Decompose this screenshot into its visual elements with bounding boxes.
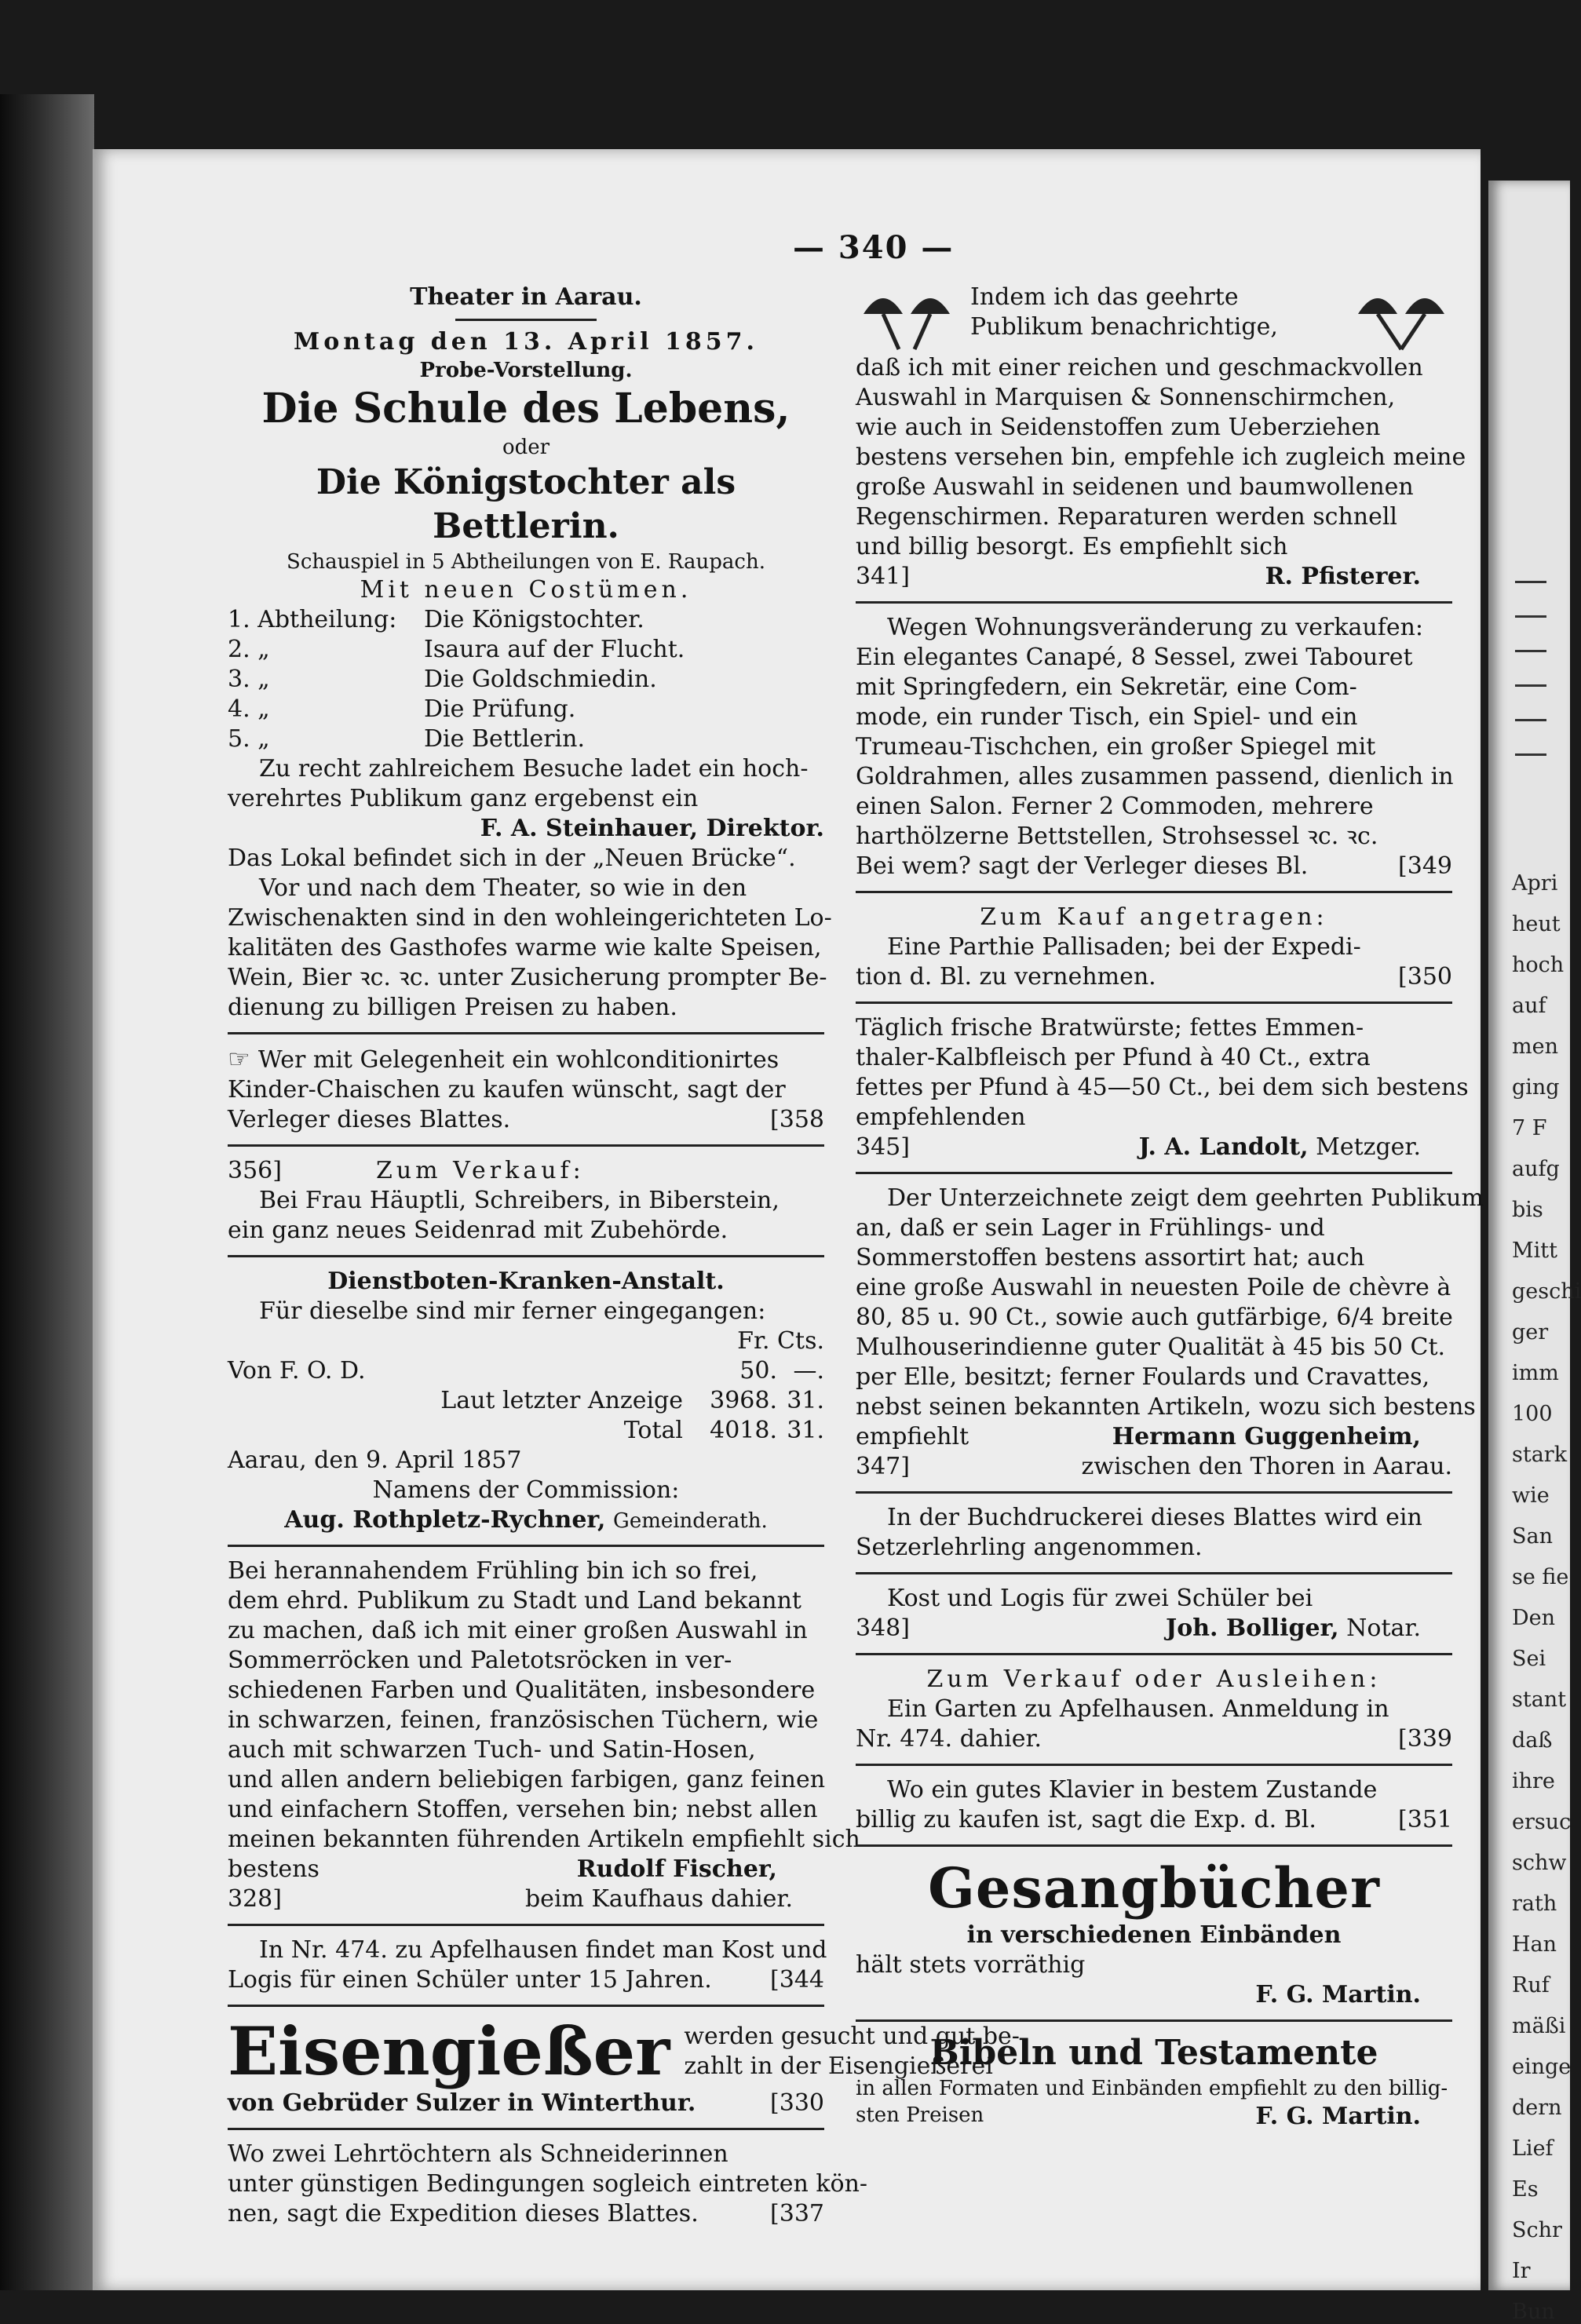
play-title-2: Die Königstochter als Bettlerin.: [316, 462, 736, 546]
bolliger-role: Notar.: [1346, 1614, 1421, 1642]
fischer-name: Rudolf Fischer,: [576, 1855, 777, 1883]
pfisterer-line-8: Regenschirmen. Reparaturen werden schnell: [856, 503, 1398, 531]
guggenheim-line-9: empfiehlt: [856, 1423, 969, 1450]
pfisterer-line-4: Auswahl in Marquisen & Sonnenschirmchen,: [856, 384, 1396, 411]
wohnung-ad: [856, 613, 1452, 881]
neighbor-fragment: rath: [1512, 1892, 1557, 1916]
page-number: — 340 —: [793, 229, 955, 266]
invite-line-2: verehrtes Publikum ganz ergebenst ein: [228, 785, 699, 812]
adjacent-page-strip: [1488, 181, 1581, 2324]
neighbor-fragment: ging: [1512, 1075, 1560, 1100]
divider: [856, 1491, 1452, 1494]
divider: [856, 2019, 1452, 2022]
divider: [228, 2005, 824, 2007]
verkauf-line-2: ein ganz neues Seidenrad mit Zubehörde.: [228, 1217, 728, 1244]
neighbor-dash: [1515, 650, 1546, 652]
martin-name: F. G. Martin.: [1255, 1981, 1421, 2008]
ad-ref: [344: [770, 1966, 824, 1994]
ad-ref: 328]: [228, 1885, 282, 1913]
neighbor-fragment: ersuc: [1512, 1810, 1572, 1834]
pfisterer-line-3: daß ich mit einer reichen und geschmackvollen: [856, 354, 1423, 381]
neighbor-fragment: imm: [1512, 1361, 1559, 1385]
neighbor-fragment: Han: [1512, 1932, 1557, 1957]
neighbor-fragment: Mitt: [1512, 1239, 1557, 1263]
donation-francs: 50.: [739, 1357, 777, 1385]
eisen-line-3: von Gebrüder Sulzer in Winterthur.: [228, 2089, 696, 2117]
garten-heading: Zum Verkauf oder Ausleihen:: [926, 1665, 1382, 1693]
lokal-line: Das Lokal befindet sich in der „Neuen Brücke“.: [228, 845, 796, 872]
ad-ref: 356]: [228, 1157, 282, 1184]
neighbor-fragment: auf: [1512, 994, 1546, 1018]
pfisterer-line-9: und billig besorgt. Es empfiehlt sich: [856, 533, 1288, 560]
theater-subtitle: Probe-Vorstellung.: [419, 359, 633, 382]
kranken-anstalt-ad: [228, 1267, 824, 1535]
landolt-name: J. A. Landolt,: [1138, 1133, 1309, 1161]
lehr-line-1: Wo zwei Lehrtöchtern als Schneiderinnen: [228, 2140, 728, 2168]
theater-date: Montag den 13. April 1857.: [294, 328, 758, 356]
wohnung-line-1: Wegen Wohnungsveränderung zu verkaufen:: [887, 614, 1424, 641]
kauf-line-2: tion d. Bl. zu vernehmen.: [856, 963, 1156, 991]
fischer-line-4: Sommerröcken und Paletotsröcken in ver-: [228, 1647, 732, 1674]
fischer-address: beim Kaufhaus dahier.: [524, 1885, 793, 1913]
bolliger-name: Joh. Bolliger,: [1166, 1614, 1339, 1642]
kranken-date: Aarau, den 9. April 1857: [228, 1447, 522, 1474]
guggenheim-line-6: Mulhouserindienne guter Qualität à 45 bis 50 Ct.: [856, 1333, 1446, 1361]
bibeln-line-2: sten Preisen: [856, 2103, 984, 2127]
chaise-line-2: Kinder-Chaischen zu kaufen wünscht, sagt der: [228, 1076, 786, 1104]
ad-ref: 341]: [856, 563, 910, 590]
neighbor-fragment: bis: [1512, 1198, 1543, 1222]
kranken-signer: Aug. Rothpletz-Rychner,: [284, 1506, 606, 1534]
fischer-line-9: und einfachern Stoffen, versehen bin; nebst allen: [228, 1796, 818, 1823]
divider: [228, 1144, 824, 1147]
neighbor-fragment: Den: [1512, 1606, 1556, 1630]
umbrella-icon: [856, 283, 958, 353]
act-row: [228, 665, 824, 695]
eisengiesser-ad: [228, 2012, 1020, 2090]
kost-line-1: In Nr. 474. zu Apfelhausen findet man Kost und: [259, 1936, 827, 1964]
invite-line-1: Zu recht zahlreichem Besuche ladet ein hoch-: [259, 755, 809, 783]
play-author: Schauspiel in 5 Abtheilungen von E. Raupach.: [287, 550, 765, 574]
guggenheim-line-1: Der Unterzeichnete zeigt dem geehrten Publikum: [887, 1184, 1484, 1212]
costumes-note: Mit neuen Costümen.: [360, 576, 692, 604]
parasol-icon: [1350, 283, 1452, 353]
fischer-line-2: dem ehrd. Publikum zu Stadt und Land bekannt: [228, 1587, 801, 1614]
martin-name-2: F. G. Martin.: [1255, 2103, 1421, 2130]
divider: [228, 1545, 824, 1547]
neighbor-fragment: heut: [1512, 912, 1561, 936]
chaise-line-3: Verleger dieses Blattes.: [228, 1106, 511, 1133]
lehr-line-2: unter günstigen Bedingungen sogleich eintreten kön-: [228, 2170, 868, 2198]
klavier-ad: [856, 1775, 1452, 1835]
lehr-line-3: nen, sagt die Expedition dieses Blattes.: [228, 2200, 699, 2227]
act-title: Isaura auf der Flucht.: [424, 636, 685, 663]
ad-ref: [351: [1398, 1806, 1452, 1833]
bibeln-line-1: in allen Formaten und Einbänden empfiehlt zu den billig-: [856, 2077, 1448, 2100]
divider: [228, 1032, 824, 1034]
act-title: Die Bettlerin.: [424, 725, 585, 753]
neighbor-fragment: San: [1512, 1524, 1553, 1549]
garten-line-2: Nr. 474. dahier.: [856, 1725, 1042, 1753]
fischer-line-3: zu machen, daß ich mit einer großen Auswahl in: [228, 1617, 808, 1644]
guggenheim-line-8: nebst seinen bekannten Artikeln, wozu sich bestens: [856, 1393, 1476, 1421]
gesangbuecher-title: Gesangbücher: [928, 1855, 1380, 1921]
neighbor-fragment: se fie: [1512, 1565, 1569, 1589]
neighbor-fragment: einge: [1512, 2055, 1572, 2079]
neighbor-dash: [1515, 581, 1546, 583]
garten-line-1: Ein Garten zu Apfelhausen. Anmeldung in: [887, 1695, 1389, 1723]
eisengiesser-heading: Eisengießer: [228, 2012, 670, 2090]
pointing-hand-icon: ☞: [228, 1044, 258, 1074]
landolt-line-2: thaler-Kalbfleisch per Pfund à 40 Ct., extra: [856, 1044, 1371, 1071]
theater-ad: [228, 283, 832, 1023]
pfisterer-line-5: wie auch in Seidenstoffen zum Ueberziehen: [856, 414, 1381, 441]
guggenheim-line-5: 80, 85 u. 90 Ct., sowie auch gutfärbige, 6/4 breite: [856, 1304, 1453, 1331]
act-row: [228, 695, 824, 724]
donation-row: [228, 1386, 824, 1416]
act-title: Die Königstochter.: [424, 606, 644, 633]
fischer-line-7: auch mit schwarzen Tuch- und Satin-Hosen,: [228, 1736, 756, 1764]
neighbor-fragment: stark: [1512, 1443, 1568, 1467]
neighbor-dash: [1515, 615, 1546, 618]
divider: [856, 1001, 1452, 1004]
neighbor-fragment: ihre: [1512, 1769, 1555, 1793]
donation-cents: 31.: [787, 1387, 824, 1414]
neighbor-fragment: Schr: [1512, 2218, 1562, 2242]
kranken-signer-role: Gemeinderath.: [613, 1509, 768, 1533]
fischer-ad: [228, 1556, 860, 1914]
wohnung-line-4: mode, ein runder Tisch, ein Spiel- und ein: [856, 703, 1358, 731]
guggenheim-name: Hermann Guggenheim,: [1112, 1423, 1421, 1450]
neighbor-fragment: Bun: [1512, 2300, 1555, 2324]
pfisterer-line-6: bestens versehen bin, empfehle ich zugleich meine: [856, 443, 1466, 471]
ad-ref: [358: [770, 1106, 824, 1133]
neighbor-fragment: Ruf: [1512, 1973, 1550, 1997]
ad-ref: 345]: [856, 1133, 910, 1161]
klavier-line-2: billig zu kaufen ist, sagt die Exp. d. Bl.: [856, 1806, 1316, 1833]
gesangbuecher-line-1: hält stets vorräthig: [856, 1951, 1086, 1979]
setzer-line-2: Setzerlehrling angenommen.: [856, 1534, 1203, 1561]
donation-label: Laut letzter Anzeige: [440, 1387, 683, 1414]
wohnung-line-7: einen Salon. Ferner 2 Commoden, mehrere: [856, 793, 1374, 820]
act-number: 4. „: [228, 695, 270, 723]
divider: [856, 1844, 1452, 1847]
neighbor-fragment: Es: [1512, 2177, 1539, 2202]
fischer-line-1: Bei herannahendem Frühling bin ich so frei,: [228, 1557, 758, 1585]
divider: [455, 319, 597, 321]
landolt-role: Metzger.: [1316, 1133, 1421, 1161]
setzer-line-1: In der Buchdruckerei dieses Blattes wird ein: [887, 1504, 1422, 1531]
neighbor-fragment: stant: [1512, 1687, 1567, 1712]
act-number: 1. Abtheilung:: [228, 606, 397, 633]
food-line-4: Wein, Bier ꝛc. ꝛc. unter Zusicherung prompter Be-: [228, 964, 827, 991]
eisen-line-1: werden gesucht und gut be-: [684, 2023, 1020, 2050]
act-title: Die Goldschmiedin.: [424, 666, 657, 693]
ad-ref: 348]: [856, 1614, 910, 1642]
neighbor-fragment: hoch: [1512, 953, 1565, 977]
right-column: [856, 283, 1484, 2140]
kost-line-2: Logis für einen Schüler unter 15 Jahren.: [228, 1966, 712, 1994]
bolliger-ad: [856, 1584, 1452, 1644]
fischer-line-8: und allen andern beliebigen farbigen, ganz feinen: [228, 1766, 826, 1793]
wohnung-line-6: Goldrahmen, alles zusammen passend, dienlich in: [856, 763, 1454, 790]
act-number: 3. „: [228, 666, 270, 693]
klavier-line-1: Wo ein gutes Klavier in bestem Zustande: [887, 1776, 1378, 1804]
play-title: Die Schule des Lebens,: [261, 385, 790, 432]
kranken-namens: Namens der Commission:: [372, 1476, 680, 1504]
chaise-ad: [228, 1044, 824, 1135]
act-row: [228, 605, 824, 635]
wohnung-line-9: Bei wem? sagt der Verleger dieses Bl.: [856, 852, 1309, 880]
neighbor-fragment: 7 F: [1512, 1116, 1547, 1140]
divider: [228, 1924, 824, 1926]
book-binding-edge: [0, 94, 94, 2290]
neighbor-fragment: mäßi: [1512, 2014, 1566, 2038]
verkauf-ad: [228, 1156, 824, 1246]
landolt-line-1: Täglich frische Bratwürste; fettes Emmen-: [856, 1014, 1364, 1042]
guggenheim-line-3: Sommerstoffen bestens assortirt hat; auch: [856, 1244, 1365, 1271]
act-number: 5. „: [228, 725, 270, 753]
gesangbuecher-sub: in verschiedenen Einbänden: [966, 1921, 1342, 1949]
divider: [856, 1764, 1452, 1766]
fischer-line-5: schiedenen Farben und Qualitäten, insbesondere: [228, 1676, 816, 1704]
neighbor-fragment: Lief: [1512, 2136, 1554, 2161]
neighbor-fragment: dern: [1512, 2096, 1562, 2120]
neighbor-fragment: ger: [1512, 1320, 1549, 1344]
donation-francs: 3968.: [710, 1387, 777, 1414]
neighbor-fragment: wie: [1512, 1483, 1550, 1508]
divider: [228, 1255, 824, 1257]
donation-francs: 4018.: [710, 1417, 777, 1444]
acts-list: [228, 605, 824, 754]
donation-label: Total: [623, 1417, 683, 1444]
pfisterer-line-7: große Auswahl in seidenen und baumwollenen: [856, 473, 1414, 501]
play-oder: oder: [502, 436, 550, 459]
divider: [856, 1572, 1452, 1574]
kauf-line-1: Eine Parthie Pallisaden; bei der Expedi-: [887, 933, 1361, 961]
wohnung-line-5: Trumeau-Tischchen, ein großer Spiegel mit: [856, 733, 1376, 761]
landolt-ad: [856, 1013, 1469, 1162]
wohnung-line-8: harthölzerne Bettstellen, Strohsessel ꝛc. ꝛc.: [856, 823, 1378, 850]
wohnung-line-3: mit Springfedern, ein Sekretär, eine Com-: [856, 673, 1357, 701]
kranken-title: Dienstboten-Kranken-Anstalt.: [327, 1268, 725, 1295]
divider: [856, 601, 1452, 604]
donation-cents: 31.: [787, 1417, 824, 1444]
donation-cents: —.: [793, 1357, 824, 1385]
guggenheim-line-4: eine große Auswahl in neuesten Poile de chèvre à: [856, 1274, 1451, 1301]
guggenheim-address: zwischen den Thoren in Aarau.: [1081, 1453, 1452, 1480]
neighbor-dash: [1515, 719, 1546, 721]
director-signature: F. A. Steinhauer, Direktor.: [480, 815, 824, 842]
ad-ref: [337: [770, 2200, 824, 2227]
fischer-line-11: bestens: [228, 1855, 319, 1883]
donation-table: [228, 1356, 824, 1446]
wohnung-line-2: Ein elegantes Canapé, 8 Sessel, zwei Tabouret: [856, 644, 1413, 671]
food-line-1: Vor und nach dem Theater, so wie in den: [259, 874, 747, 902]
act-number: 2. „: [228, 636, 270, 663]
garten-ad: [856, 1665, 1452, 1754]
divider: [228, 2128, 824, 2130]
donation-row: [228, 1416, 824, 1446]
neighbor-fragment: geschi: [1512, 1279, 1581, 1304]
guggenheim-ad: [856, 1184, 1484, 1482]
neighbor-fragment: Ir: [1512, 2259, 1531, 2283]
kauf-ad: [856, 903, 1452, 992]
currency-header: Fr. Cts.: [737, 1327, 824, 1355]
gesangbuecher-ad: [856, 1856, 1452, 2010]
eisen-line-2: zahlt in der Eisengießerei: [684, 2052, 993, 2080]
neighbor-fragment: 100: [1512, 1402, 1553, 1426]
ad-ref: [350: [1398, 963, 1452, 991]
donation-row: [228, 1356, 824, 1386]
ad-ref: [349: [1398, 852, 1452, 880]
theater-header: Theater in Aarau.: [410, 283, 642, 311]
kost-ad: [228, 1935, 827, 1995]
setzer-ad: [856, 1503, 1452, 1563]
chaise-line-1: Wer mit Gelegenheit ein wohlconditionirtes: [257, 1046, 780, 1074]
pfisterer-line-2: Publikum benachrichtige,: [970, 313, 1278, 341]
act-title: Die Prüfung.: [424, 695, 576, 723]
pfisterer-line-1: Indem ich das geehrte: [970, 283, 1239, 311]
guggenheim-line-2: an, daß er sein Lager in Frühlings- und: [856, 1214, 1325, 1242]
guggenheim-line-7: per Elle, besitzt; ferner Foulards und Cravattes,: [856, 1363, 1430, 1391]
neighbor-fragment: schw: [1512, 1851, 1567, 1875]
neighbor-dash: [1515, 753, 1546, 756]
lehrtoechter-ad: [228, 2140, 868, 2229]
ad-ref: [330: [770, 2089, 824, 2117]
kauf-heading: Zum Kauf angetragen:: [980, 903, 1328, 931]
fischer-line-10: meinen bekannten führenden Artikeln empfiehlt sich: [228, 1826, 860, 1853]
neighbor-fragment: aufg: [1512, 1157, 1560, 1181]
ad-ref: 347]: [856, 1453, 910, 1480]
donation-label: Von F. O. D.: [228, 1357, 366, 1385]
verkauf-line-1: Bei Frau Häuptli, Schreibers, in Biberstein,: [259, 1187, 780, 1214]
food-line-5: dienung zu billigen Preisen zu haben.: [228, 994, 677, 1021]
bibeln-ad: [856, 2031, 1452, 2132]
food-line-2: Zwischenakten sind in den wohleingerichteten Lo-: [228, 904, 832, 932]
kranken-intro: Für dieselbe sind mir ferner eingegangen:: [259, 1297, 766, 1325]
ad-ref: [339: [1398, 1725, 1452, 1753]
fischer-line-6: in schwarzen, feinen, französischen Tüchern, wie: [228, 1706, 819, 1734]
act-row: [228, 724, 824, 754]
bolliger-line-1: Kost und Logis für zwei Schüler bei: [887, 1585, 1313, 1612]
neighbor-fragment: Sei: [1512, 1647, 1546, 1671]
neighbor-fragment: men: [1512, 1034, 1558, 1059]
divider: [856, 1653, 1452, 1655]
bibeln-title: Bibeln und Testamente: [929, 2033, 1378, 2073]
pfisterer-name: R. Pfisterer.: [1265, 563, 1421, 590]
divider: [856, 1172, 1452, 1174]
pfisterer-ad: [856, 283, 1466, 592]
neighbor-fragment: Apri: [1512, 871, 1558, 896]
divider: [856, 891, 1452, 893]
neighbor-dash: [1515, 684, 1546, 687]
landolt-line-4: empfehlenden: [856, 1104, 1026, 1131]
verkauf-heading: Zum Verkauf:: [375, 1157, 585, 1184]
landolt-line-3: fettes per Pfund à 45—50 Ct., bei dem sich bestens: [856, 1074, 1469, 1101]
neighbor-fragment: daß: [1512, 1728, 1553, 1753]
act-row: [228, 635, 824, 665]
food-line-3: kalitäten des Gasthofes warme wie kalte Speisen,: [228, 934, 822, 961]
